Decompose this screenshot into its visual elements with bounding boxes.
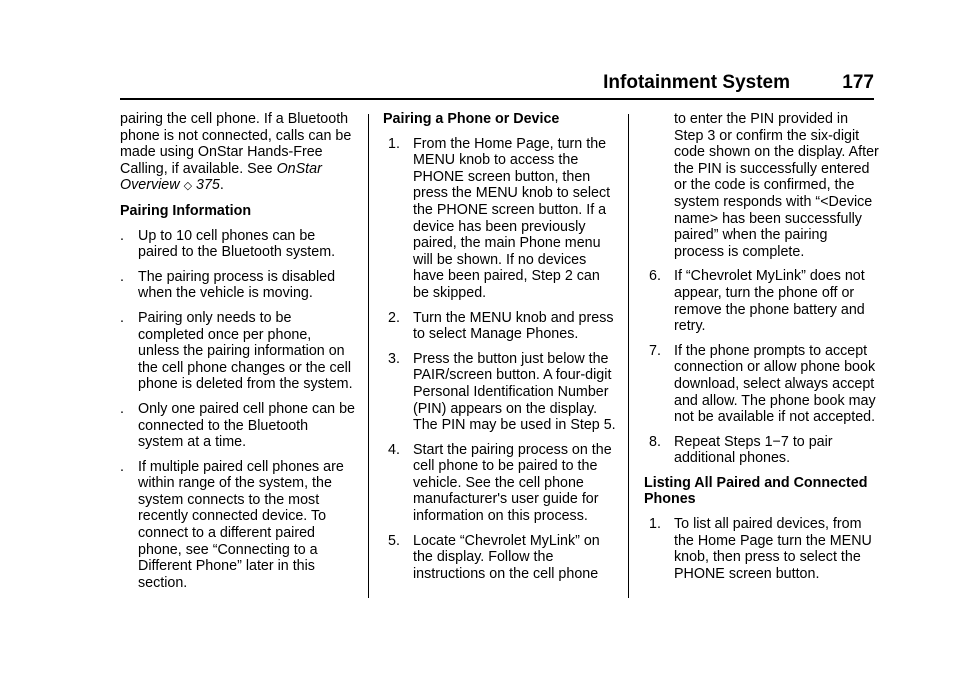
step-item [383,136,619,302]
bullet-text: The pairing process is disabled when the vehicle is moving. [138,268,336,302]
step-text: Start the pairing process on the cell phone to be paired to the vehicle. See the cell phone manufacturer's user guide for information on this process. [413,441,612,525]
page-ref[interactable]: 375 [196,177,220,194]
bullet-item [120,310,356,393]
step-text: Turn the MENU knob and press to select Manage Phones. [413,309,614,343]
step-text: To list all paired devices, from the Home Page turn the MENU knob, then press to select the PHONE screen button. [674,516,872,582]
step-item [644,268,880,334]
column-divider [628,114,629,598]
step-item [383,442,619,525]
step-number: 8. [649,433,661,450]
bullet-marker: . [120,309,124,326]
bullet-marker: . [120,227,124,244]
step-text: Repeat Steps 1−7 to pair additional phones. [674,433,833,467]
step-continuation: to enter the PIN provided in Step 3 or confirm the six-digit code shown on the display. After the PIN is successfully entered or the code is confirmed, the system responds with “<Device name> has been successfully paired” when the pairing process is complete. [674,111,879,260]
step-number: 4. [388,441,400,458]
listing-phones-heading: Listing All Paired and Connected Phones [644,474,868,508]
step-item [383,310,619,343]
pairing-information-heading: Pairing Information [120,202,252,219]
intro-end: . [219,177,224,194]
pairing-phone-heading: Pairing a Phone or Device [383,111,560,127]
onstar-overview-link[interactable]: OnStar Overview [120,160,322,194]
column-2 [383,111,619,590]
bullet-text: Only one paired cell phone can be connected to the Bluetooth system at a time. [138,400,355,451]
intro-text: pairing the cell phone. If a Bluetooth phone is not connected, calls can be made using OnStar Hands-Free Calling, if available. See [120,111,352,177]
step-number: 6. [649,268,661,285]
step-item [644,343,880,426]
header-rule [120,98,874,100]
bullet-item [120,459,356,592]
step-item [644,434,880,467]
step-item [644,516,880,582]
bullet-text: If multiple paired cell phones are within range of the system, the system connects to the most recently connected device. To connect to a different paired phone, see “Connecting to a Different Phone” later in this section. [138,458,344,591]
section-title: Infotainment System [603,72,790,93]
step-item [383,351,619,434]
step-number: 7. [649,342,661,359]
column-3 [644,111,880,590]
bullet-marker: . [120,268,124,285]
step-number: 3. [388,350,400,367]
bullet-text: Pairing only needs to be completed once per phone, unless the pairing information on the cell phone changes or the cell phone is deleted from the system. [138,309,353,393]
step-number: 1. [649,516,661,533]
step-number: 1. [388,135,400,152]
step-text: If “Chevrolet MyLink” does not appear, turn the phone off or remove the phone battery and retry. [674,268,865,335]
step-text: Press the button just below the PAIR/screen button. A four-digit Personal Identification Number (PIN) appears on the display. The PIN may be used in Step 5. [413,350,616,434]
page-ref-arrow-icon: ◇ [183,180,193,193]
step-number: 2. [388,309,400,326]
step-text: From the Home Page, turn the MENU knob to access the PHONE screen button, then press the MENU knob to select the PHONE screen button. If a device has been previously paired, the main Phone menu will be shown. If no devices have been paired, Step 2 can be skipped. [413,135,611,301]
column-divider [368,114,369,598]
bullet-marker: . [120,400,124,417]
bullet-item [120,228,356,261]
intro-paragraph [120,111,356,195]
column-1 [120,111,356,599]
step-text: If the phone prompts to accept connection or allow phone book download, select always accept and allow. The phone book may not be available if not accepted. [674,342,876,426]
bullet-marker: . [120,458,124,475]
bullet-item [120,269,356,302]
page-header [120,66,874,100]
step-number: 5. [388,532,400,549]
bullet-text: Up to 10 cell phones can be paired to the Bluetooth system. [138,227,336,261]
bullet-item [120,401,356,451]
step-item [383,533,619,583]
page-number: 177 [842,72,874,93]
step-text: Locate “Chevrolet MyLink” on the display. Follow the instructions on the cell phone [413,532,600,582]
